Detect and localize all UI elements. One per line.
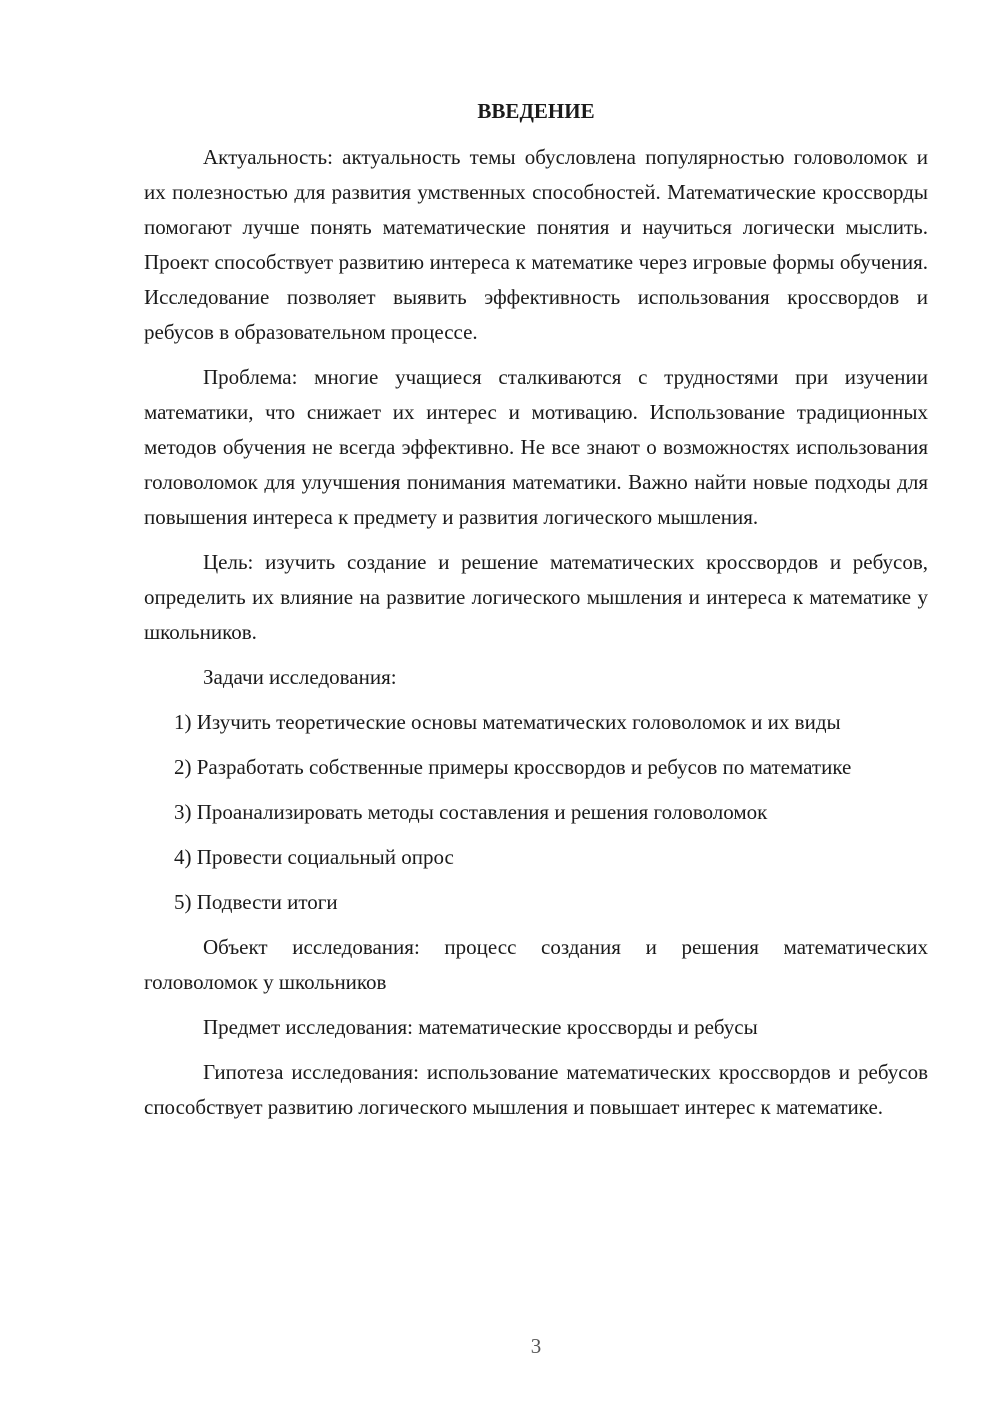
task-item-2: 2) Разработать собственные примеры кроссвордов и ребусов по математике — [174, 755, 852, 779]
section-title: ВВЕДЕНИЕ — [477, 99, 595, 123]
object-paragraph: Объект исследования: процесс создания и решения математических головоломок у школьников — [144, 935, 928, 994]
problem-paragraph: Проблема: многие учащиеся сталкиваются с трудностями при изучении математики, что снижает их интерес и мотивацию. Использование традиционных методов обучения не всегда эффективно. Не все знают о возможностях использования головоломок для улучшения понимания математики. Важно найти новые подходы для повышения интереса к предмету и развития логического мышления. — [144, 365, 928, 529]
page-number: 3 — [530, 1334, 542, 1358]
task-item-3: 3) Проанализировать методы составления и решения головоломок — [174, 800, 768, 824]
document-body — [144, 94, 928, 1135]
relevance-paragraph: Актуальность: актуальность темы обусловлена популярностью головоломок и их полезностью для развития умственных способностей. Математические кроссворды помогают лучше понять математические понятия и научиться логически мыслить. Проект способствует развитию интереса к математике через игровые формы обучения. Исследование позволяет выявить эффективность использования кроссвордов и ребусов в образовательном процессе. — [144, 145, 928, 344]
hypothesis-paragraph: Гипотеза исследования: использование математических кроссвордов и ребусов способствует развитию логического мышления и повышает интерес к математике. — [144, 1060, 928, 1119]
task-item-1: 1) Изучить теоретические основы математических головоломок и их виды — [174, 710, 841, 734]
task-item-5: 5) Подвести итоги — [174, 890, 338, 914]
subject-paragraph: Предмет исследования: математические кроссворды и ребусы — [203, 1015, 758, 1039]
goal-paragraph: Цель: изучить создание и решение математических кроссвордов и ребусов, определить их влияние на развитие логического мышления и интереса к математике у школьников. — [144, 550, 928, 644]
tasks-heading: Задачи исследования: — [203, 665, 397, 689]
task-item-4: 4) Провести социальный опрос — [174, 845, 454, 869]
